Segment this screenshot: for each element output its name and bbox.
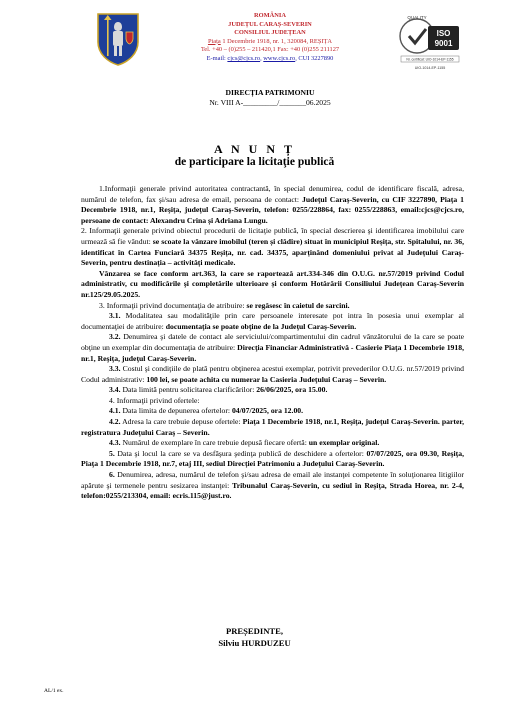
section-2: 2. Informaţii generale privind obiectul procedurii de licitaţie publică, în special descrierea şi identificarea imobilului care urmează să fie vândut: se scoate la vânzare imobilul (teren și clădire) situat în municipiul Reșița, str. Spitalului, nr. 36, identificat în Cartea Funciară 34375 Reșița, nr. cad. 34375, aparținând domeniului privat al Județului Caraș-Severin, pentru destinația – activități medicale.	[81, 226, 464, 268]
announcement-body	[81, 184, 464, 502]
document-title: A N U N Ț	[213, 142, 295, 156]
section-3-4: 3.4. Data limită pentru solicitarea clarificărilor: 26/06/2025, ora 15.00.	[109, 385, 328, 395]
section-3: 3. Informaţii privind documentaţia de atribuire: se regăsesc în caietul de sarcini.	[99, 300, 350, 310]
svg-text:Nr. certificat: UIO-1014-EP-11: Nr. certificat: UIO-1014-EP-1155	[406, 57, 454, 62]
iso-9001-certification-icon	[397, 12, 461, 74]
section-3-2: 3.2. Denumirea şi datele de contact ale serviciului/compartimentului din cadrul vânzătorului de la care se poate obţine un exemplar din documentaţia de atribuire: Direcţia Financiar Administrativă - Casierie Piaţa 1 Decembrie 1918, nr.1, Reşiţa, judeţul Caraş-Severin.	[81, 332, 464, 363]
reference-number: Nr. VIII A-_________/_______06.2025	[209, 98, 331, 107]
section-2-sale-basis: Vânzarea se face conform art.363, la care se raportează art.334-346 din O.U.G. nr.57/2019 privind Codul administrativ, cu modificările şi completările ulterioare și conform Hotărârii Consiliului Județean Caraș-Severin nr.125/29.05.2025.	[81, 268, 464, 299]
section-4-1: 4.1. Data limita de depunerea ofertelor: 04/07/2025, ora 12.00.	[109, 406, 304, 416]
header-contact: E-mail: cjcs@cjcs.ro, www.cjcs.ro, CUI 3227890	[206, 54, 334, 62]
letterhead	[150, 12, 390, 64]
signatory-role: PREȘEDINTE,	[225, 626, 284, 636]
department-name: DIRECȚIA PATRIMONIU	[225, 88, 315, 97]
svg-text:ISO: ISO	[436, 29, 451, 38]
header-council: CONSILIUL JUDEȚEAN	[234, 29, 306, 37]
signature-block	[0, 626, 509, 649]
header-address: Piața 1 Decembrie 1918, nr. 1, 320084, REȘIȚA	[207, 37, 333, 45]
county-coat-of-arms-icon	[96, 12, 140, 66]
section-1: 1.Informaţii generale privind autoritatea contractantă, în special denumirea, codul de identificare fiscală, adresa, numărul de telefon, fax şi/sau adresa de email, persoana de contact: Judeţul Caraş-Severin, cu CIF 3227890, Piaţa 1 Decembrie 1918, nr.1, Reşiţa, judeţul Caraş-Severin, telefon: 0255/228864, fax: 0255/228863, email:cjcs@cjcs.ro, persoane de contact: Alexandru Crina și Adriana Lungu.	[81, 184, 464, 225]
svg-text:9001: 9001	[434, 39, 453, 48]
footer-note: AL/1 ex.	[44, 688, 64, 694]
section-3-1: 3.1. Modalitatea sau modalităţile prin care persoanele interesate pot intra în posesia unui exemplar al documentaţiei de atribuire: documentaţia se poate obţine de la Judeţul Caraş-Severin.	[81, 311, 464, 331]
email-link[interactable]: cjcs@cjcs.ro	[227, 54, 261, 62]
section-4-3: 4.3. Numărul de exemplare în care trebuie depusă fiecare ofertă: un exemplar original.	[109, 438, 380, 448]
section-4-2: 4.2. Adresa la care trebuie depuse ofertele: Piaţa 1 Decembrie 1918, nr.1, Reşiţa, judeţul Caraş-Severin. parter, registratura Judeţului Caraş – Severin.	[81, 417, 464, 437]
header-phone: Tel. +40 – (0)255 – 211420,1 Fax: +40 (0)255 211127	[200, 46, 340, 54]
department-block	[150, 88, 390, 108]
website-link[interactable]: www.cjcs.ro	[263, 54, 296, 62]
section-5: 5. Data şi locul la care se va desfăşura şedinţa publică de deschidere a ofertelor: 07/07/2025, ora 09.30, Reşiţa, Piaţa 1 Decembrie 1918, nr.7, etaj III, sediul Direcției Patrimoniu a Judeţului Caraş-Severin.	[81, 448, 464, 469]
header-country: ROMÂNIA	[254, 12, 286, 19]
header-county: JUDEȚUL CARAȘ-SEVERIN	[228, 20, 312, 28]
section-3-3: 3.3. Costul şi condiţiile de plată pentru obţinerea acestui exemplar, potrivit prevederilor O.U.G. nr.57/2019 privind Codul administrativ: 100 lei, se poate achita cu numerar la Casieria Judeţului Caraş – Severin.	[81, 364, 464, 384]
document-subtitle: de participare la licitaţie publică	[174, 156, 335, 168]
section-6: 6. Denumirea, adresa, numărul de telefon şi/sau adresa de email ale instanţei competente în soluţionarea litigiilor apărute şi termenele pentru sesizarea instanţei: Tribunalul Caraş-Severin, cu sediul în Reşiţa, Strada Horea, nr. 2-4, telefon:0255/213304, email: ecris.115@just.ro.	[81, 470, 464, 501]
section-4: 4. Informaţii privind ofertele:	[109, 395, 200, 405]
svg-text:UIO-1014-EP-1155: UIO-1014-EP-1155	[414, 66, 446, 70]
svg-text:QUALITY: QUALITY	[407, 15, 427, 20]
signatory-name: Silviu HURDUZEU	[218, 637, 291, 648]
